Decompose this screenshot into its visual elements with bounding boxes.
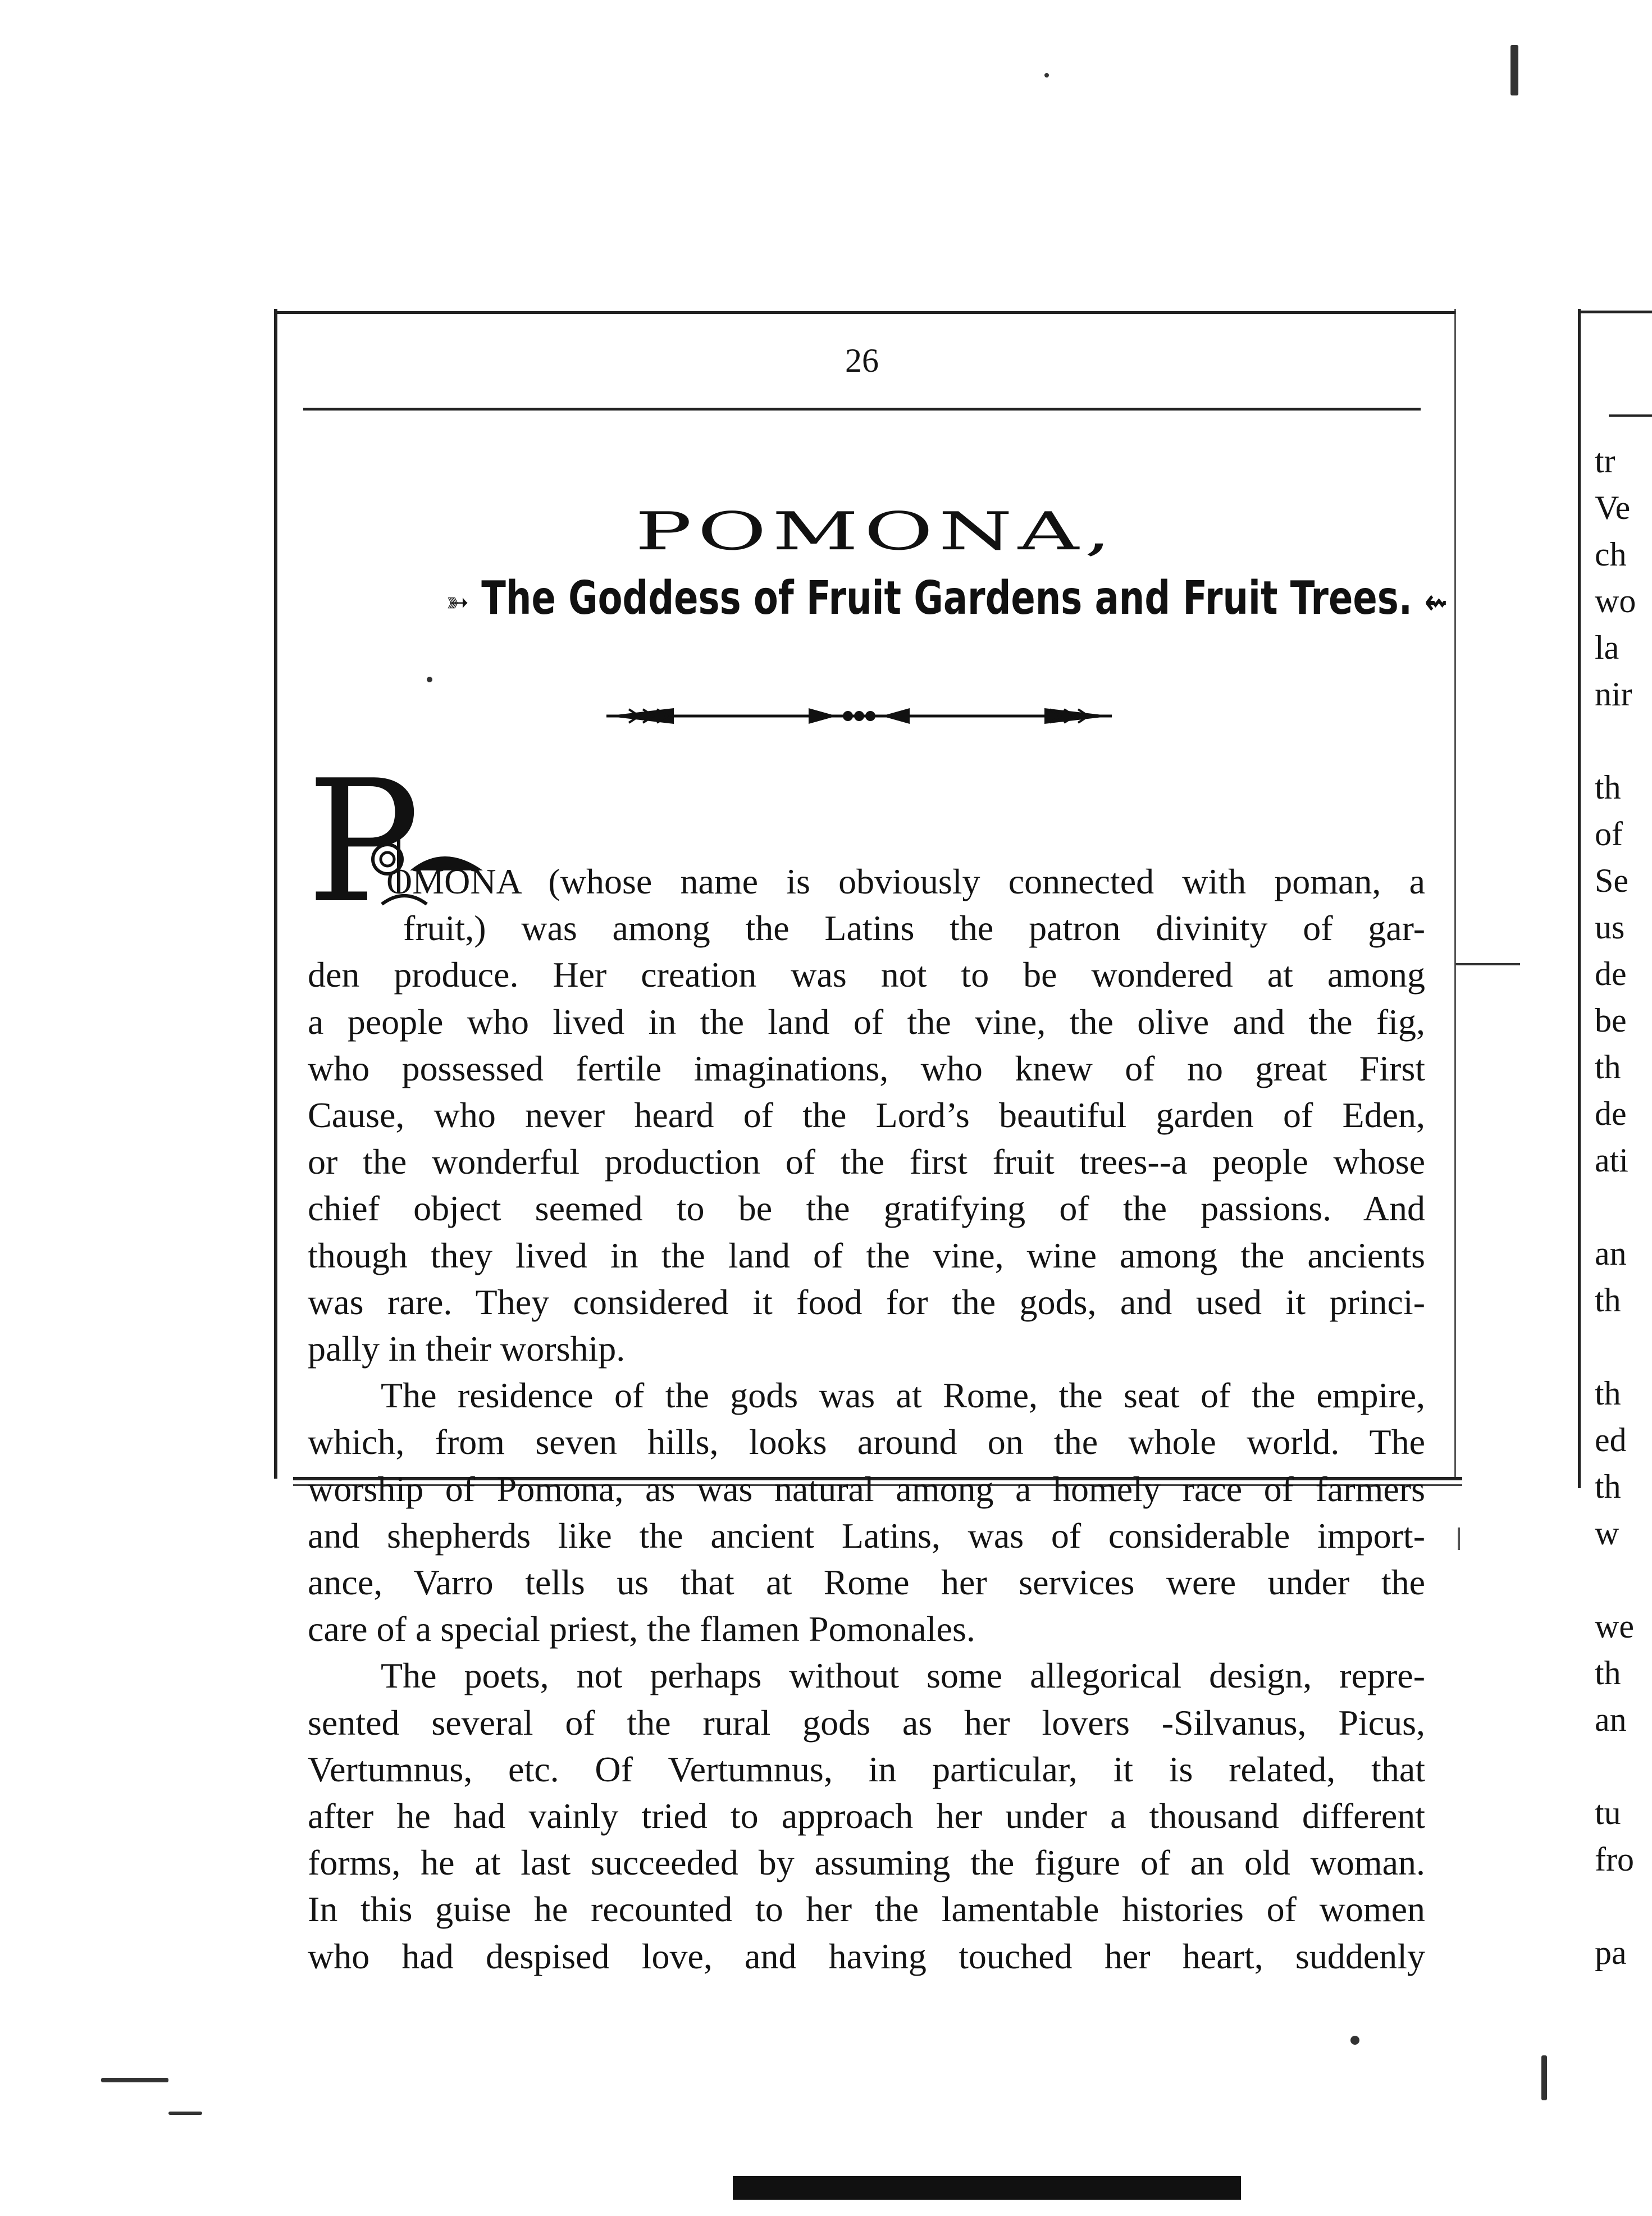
text-fragment: us: [1595, 909, 1625, 946]
margin-mark: [1458, 1528, 1460, 1550]
divider-ornament: [606, 699, 1112, 733]
text-fragment: [1595, 718, 1636, 764]
text-line: The poets, not perhaps without some allegorical design, repre-: [381, 1656, 1425, 1696]
page-number: 26: [845, 342, 879, 379]
text-fragment: an: [1595, 1701, 1627, 1738]
text-line: den produce. Her creation was not to be wondered at among: [308, 955, 1425, 995]
text-line: Vertumnus, etc. Of Vertumnus, in particular, it is related, that: [308, 1749, 1425, 1789]
text-fragment: tu: [1595, 1794, 1621, 1831]
text-fragment: Ve: [1595, 489, 1631, 526]
text-fragment: of: [1595, 815, 1623, 852]
text-fragment: [1595, 1557, 1636, 1603]
adjacent-page-header-rule: [1609, 414, 1652, 417]
top-rule: [275, 311, 1455, 314]
text-fragment: th: [1595, 1048, 1621, 1086]
text-fragment: th: [1595, 1654, 1621, 1691]
text-line: The residence of the gods was at Rome, the seat of the empire,: [381, 1375, 1425, 1416]
text-fragment: de: [1595, 1095, 1627, 1132]
scan-speck: [1350, 2036, 1359, 2045]
text-line: who had despised love, and having touched her heart, suddenly: [308, 1936, 1425, 1976]
right-arrow-ornament: ⇜: [1425, 581, 1448, 622]
scan-artifact-bar: [733, 2176, 1241, 2200]
text-line: OMONA (whose name is obviously connected with poman, a: [386, 861, 1425, 901]
text-fragment: th: [1595, 769, 1621, 806]
text-line: pally in their worship.: [308, 1329, 626, 1369]
text-fragment: wo: [1595, 582, 1636, 619]
scan-speck: [1044, 73, 1049, 77]
text-line: sented several of the rural gods as her lovers -Silvanus, Picus,: [308, 1702, 1425, 1743]
text-line: Cause, who never heard of the Lord’s beautiful garden of Eden,: [308, 1095, 1425, 1136]
text-line: though they lived in the land of the vine, wine among the ancients: [308, 1235, 1425, 1275]
text-fragment: th: [1595, 1375, 1621, 1412]
margin-mark: [1455, 963, 1520, 965]
text-fragment: nir: [1595, 676, 1632, 713]
scan-speck: [168, 2112, 202, 2115]
text-fragment: de: [1595, 955, 1627, 992]
text-fragment: tr: [1595, 443, 1616, 480]
text-line: forms, he at last succeeded by assuming the figure of an old woman.: [308, 1843, 1425, 1883]
text-fragment: th: [1595, 1468, 1621, 1505]
text-line: chief object seemed to be the gratifying of the passions. And: [308, 1188, 1425, 1229]
text-fragment: an: [1595, 1235, 1627, 1272]
drop-cap: P: [307, 744, 420, 940]
article-subtitle: [446, 572, 1448, 625]
scan-speck: [1510, 45, 1518, 95]
scan-speck: [427, 677, 432, 682]
adjacent-page-top-rule: [1581, 311, 1652, 313]
subtitle-text: The Goddess of Fruit Gardens and Fruit Trees.: [481, 572, 1413, 625]
text-line: worship of Pomona, as was natural among a homely race of farmers: [308, 1469, 1425, 1509]
adjacent-page-text: [1595, 438, 1636, 1976]
text-line: In this guise he recounted to her the lamentable histories of women: [308, 1889, 1425, 1930]
text-fragment: Se: [1595, 862, 1628, 899]
text-line: who possessed fertile imaginations, who knew of no great First: [308, 1048, 1425, 1088]
text-line: care of a special priest, the flamen Pomonales.: [308, 1609, 975, 1649]
text-line: fruit,) was among the Latins the patron divinity of gar-: [403, 908, 1425, 949]
text-fragment: ch: [1595, 536, 1627, 573]
text-fragment: ati: [1595, 1142, 1628, 1179]
header-rule: [303, 408, 1421, 411]
text-line: was rare. They considered it food for the gods, and used it princi-: [308, 1282, 1425, 1322]
text-fragment: th: [1595, 1282, 1621, 1319]
text-fragment: [1595, 1324, 1636, 1370]
text-line: after he had vainly tried to approach her under a thousand different: [308, 1796, 1425, 1836]
text-line: which, from seven hills, looks around on the whole world. The: [308, 1422, 1425, 1462]
text-fragment: we: [1595, 1608, 1634, 1645]
text-fragment: [1595, 1743, 1636, 1790]
text-fragment: fro: [1595, 1841, 1634, 1878]
text-line: or the wonderful production of the first fruit trees--a people whose: [308, 1142, 1425, 1182]
text-fragment: [1595, 1184, 1636, 1230]
scan-speck: [101, 2078, 168, 2082]
text-fragment: be: [1595, 1002, 1627, 1039]
text-line: a people who lived in the land of the vine, the olive and the fig,: [308, 1001, 1425, 1042]
text-line: and shepherds like the ancient Latins, was of considerable import-: [308, 1515, 1425, 1556]
article-title: POMONA,: [635, 501, 1117, 562]
text-fragment: ed: [1595, 1421, 1627, 1458]
scan-speck: [1541, 2055, 1547, 2100]
article-body: [308, 858, 1425, 1980]
text-fragment: la: [1595, 629, 1619, 666]
text-line: ance, Varro tells us that at Rome her services were under the: [308, 1562, 1425, 1603]
text-fragment: pa: [1595, 1934, 1627, 1971]
text-fragment: w: [1595, 1515, 1619, 1552]
left-arrow-ornament: ➳: [446, 581, 469, 622]
text-fragment: [1595, 1883, 1636, 1930]
